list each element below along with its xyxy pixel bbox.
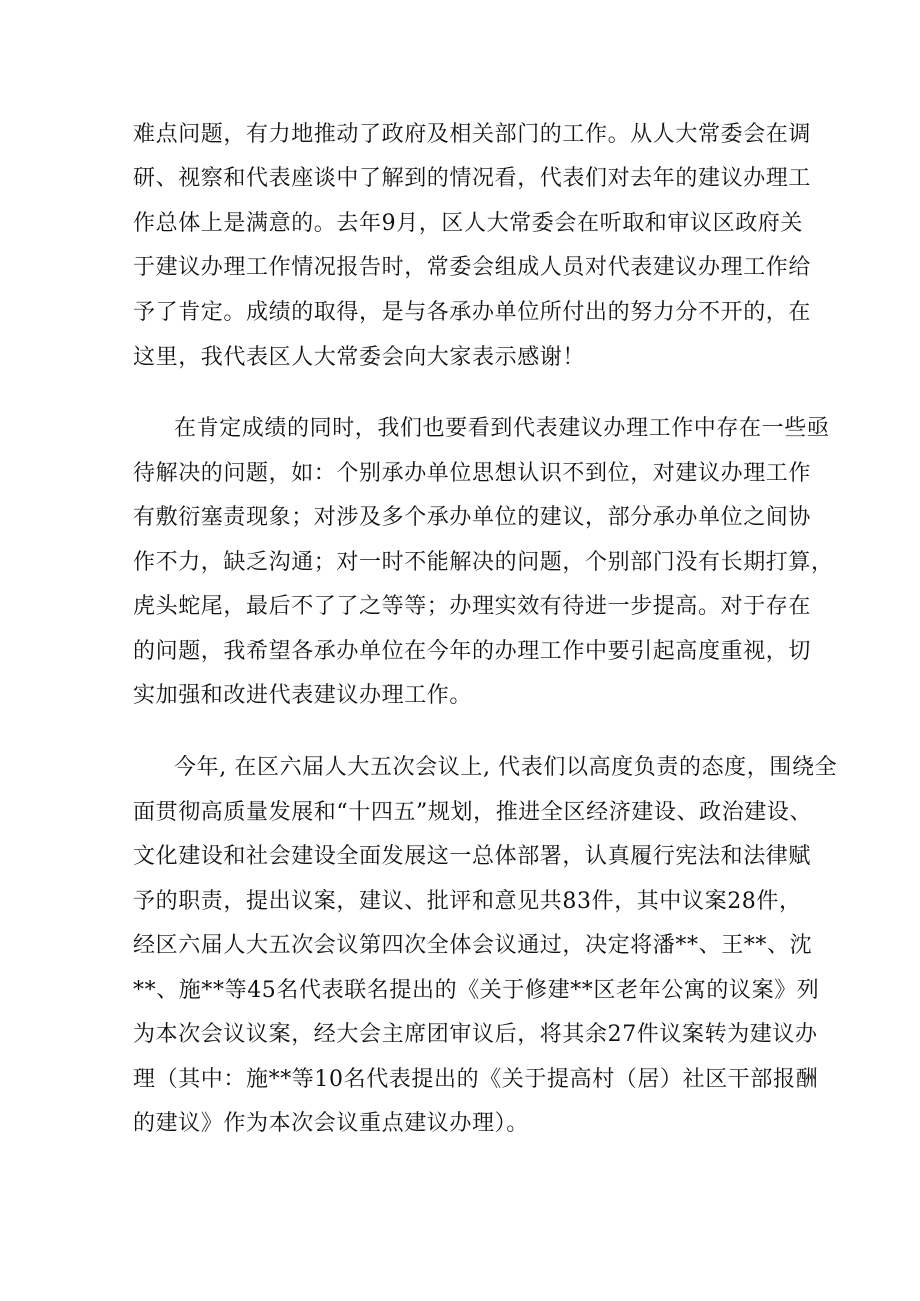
text-line: 面贯彻高质量发展和“十四五”规划，推进全区经济建设、政治建设、 [133,800,813,825]
text-line: 有敷衍塞责现象；对涉及多个承办单位的建议，部分承办单位之间协 [133,505,812,530]
text-line: 难点问题，有力地推动了政府及相关部门的工作。从人大常委会在调 [133,122,812,147]
text-line: 在肯定成绩的同时，我们也要看到代表建议办理工作中存在一些亟 [174,416,830,441]
text-line: 研、视察和代表座谈中了解到的情况看，代表们对去年的建议办理工 [133,166,812,191]
text-line: 实加强和改进代表建议办理工作。 [133,683,473,708]
text-line: 的问题，我希望各承办单位在今年的办理工作中要引起高度重视，切 [133,639,812,664]
text-line: 予了肯定。成绩的取得，是与各承办单位所付出的努力分不开的，在 [133,300,812,325]
text-line: 虎头蛇尾，最后不了了之等等；办理实效有待进一步提高。对于存在 [133,594,812,619]
text-line: 今年, 在区六届人大五次会议上, 代表们以高度负责的态度，围绕全 [174,755,838,780]
text-line: 作总体上是满意的。去年9月，区人大常委会在听取和审议区政府关 [133,211,803,236]
text-line: 为本次会议议案，经大会主席团审议后，将其余27件议案转为建议办 [133,1022,818,1047]
text-line: 待解决的问题，如：个别承办单位思想认识不到位，对建议办理工作 [133,461,812,486]
text-line: 文化建设和社会建设全面发展这一总体部署，认真履行宪法和法律赋 [133,844,812,869]
text-line: 于建议办理工作情况报告时，常委会组成人员对代表建议办理工作给 [133,255,812,280]
text-line: 经区六届人大五次会议第四次全体会议通过，决定将潘**、王**、沈 [133,933,813,958]
text-line: 理（其中：施**等10名代表提出的《关于提高村（居）社区干部报酬 [133,1067,819,1092]
text-line: 作不力，缺乏沟通；对一时不能解决的问题，个别部门没有长期打算， [133,550,834,575]
text-line: 予的职责，提出议案，建议、批评和意见共83件，其中议案28件， [133,889,802,914]
text-line: 这里，我代表区人大常委会向大家表示感谢！ [133,345,586,370]
text-line: **、施**等45名代表联名提出的《关于修建**区老年公寓的议案》列 [133,978,820,1003]
text-line: 的建议》作为本次会议重点建议办理）。 [133,1111,529,1136]
